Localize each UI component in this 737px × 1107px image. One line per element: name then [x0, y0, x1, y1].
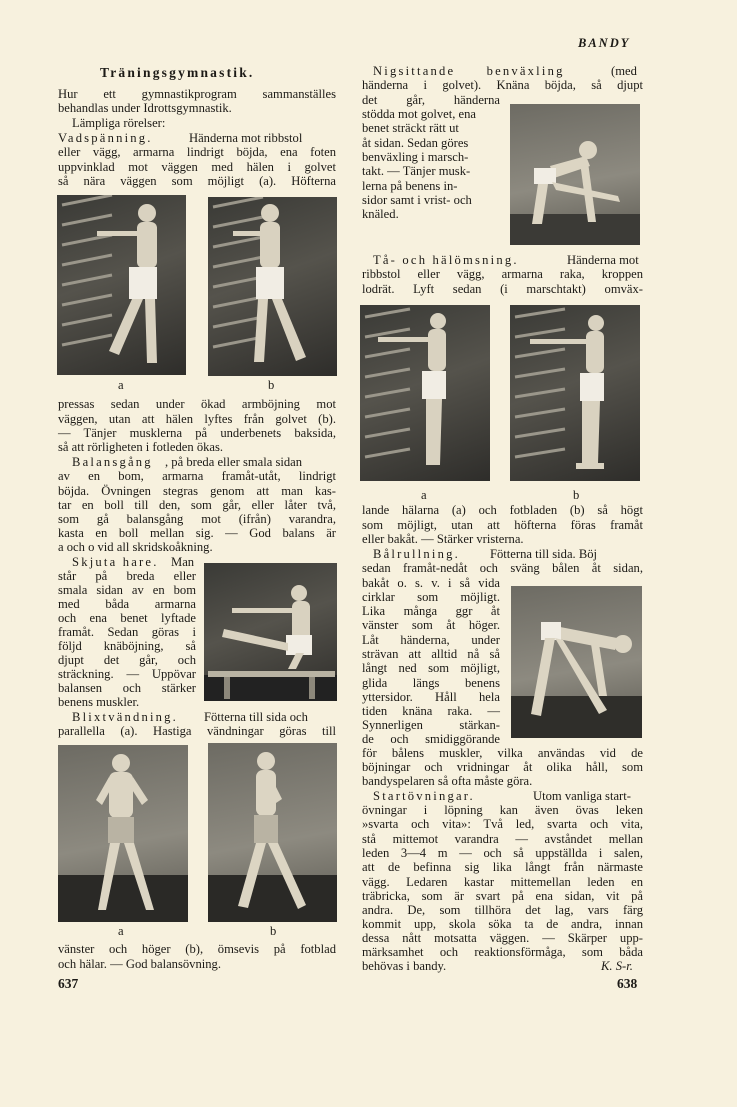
photo-balrullning	[511, 586, 642, 738]
startovningar-text: andra. De, som tillhöra det lag, vars färg	[362, 903, 643, 917]
startovningar-text: »svarta och vita»: Två led, svarta och vita,	[362, 817, 643, 831]
section-title: Träningsgymnastik.	[100, 65, 255, 80]
startovningar-text: behövas i bandy.	[362, 959, 447, 973]
page-number-left: 637	[58, 976, 79, 991]
balrullning-text: cirklar som möjligt.	[362, 590, 500, 604]
vadspanning-text: uppvinklad mot väggen med hälen i golvet	[58, 160, 336, 174]
page-number-right: 638	[617, 976, 638, 991]
photo-ta-och-hal-a	[360, 305, 490, 481]
balrullning-text: långt ned som möjligt,	[362, 661, 500, 675]
photo-caption-a: a	[118, 924, 124, 938]
balrullning-text: vänster som åt höger.	[362, 618, 500, 632]
startovningar-text: dessa nått motsatta väggen. — Skärper upp-	[362, 931, 643, 945]
exercise-term-vadspanning: Vadspänning.	[58, 131, 153, 145]
balrullning-text: de och smidiggörande	[362, 732, 500, 746]
vadspanning-text: så nära väggen som möjligt (a). Höfterna	[58, 174, 336, 188]
photo-blixtvandning-a	[58, 745, 188, 922]
startovningar-text: leden 3—4 m — och så uppställda i salen,	[362, 846, 643, 860]
balansgang-text: av en bom, armarna framåt-utåt, lindrigt	[58, 469, 336, 483]
photo-ta-och-hal-b	[510, 305, 640, 481]
balrullning-text: bakåt o. s. v. i så vida	[362, 576, 500, 590]
balrullning-text: Låt händerna, under	[362, 633, 500, 647]
photo-caption-b: b	[573, 488, 580, 502]
blixtvandning-text: parallella (a). Hastiga vändningar göras till	[58, 724, 336, 738]
photo-skjuta-hare	[204, 563, 337, 701]
skjuta-hare-text: och ena benet lyftade	[58, 611, 196, 625]
startovningar-text: att de befinna sig lika långt från närmaste	[362, 860, 643, 874]
balrullning-text: Synnerligen stärkan-	[362, 718, 500, 732]
skjuta-hare-text: följd knäböjning, så	[58, 639, 196, 653]
author-signature: K. S-r.	[601, 959, 633, 973]
startovningar-text: Utom vanliga start-	[533, 789, 631, 803]
pressas-text: — Tänjer musklerna på underbenets baksida,	[58, 426, 336, 440]
startovningar-text: kommit upp, skola söka ta de andra, innan	[362, 917, 643, 931]
exercise-term-balrullning: Bålrullning.	[373, 547, 460, 561]
exercise-term-startovningar: Startövningar.	[373, 789, 475, 803]
nigsittande-text: stödda mot golvet, ena	[362, 107, 477, 121]
lande-text: eller bakåt. — Stärker vristerna.	[362, 532, 524, 546]
startovningar-text: vägg. Ledaren kastar mittemellan leden en	[362, 875, 643, 889]
vadspanning-text: Händerna mot ribbstol	[189, 131, 303, 145]
nigsittande-text: det går, händerna	[362, 93, 500, 107]
photo-caption-a: a	[118, 378, 124, 392]
photo-blixtvandning-b	[208, 743, 337, 922]
balansgang-text: som gå balansgång mot (ifrån) varandra,	[58, 512, 336, 526]
nigsittande-text: lerna på benens in-	[362, 179, 458, 193]
balansgang-text: kasta en boll mellan sig. — God balans är	[58, 526, 336, 540]
balansgang-text: böjda. Övningen stegras genom att man kas-	[58, 484, 336, 498]
ta-och-hal-text: lodrät. Lyft sedan (i marschtakt) omväx-	[362, 282, 643, 296]
balrullning-text: tiden knäna raka. —	[362, 704, 500, 718]
photo-caption-b: b	[268, 378, 275, 392]
balrullning-text: sedan framåt-nedåt och sväng bålen åt sidan,	[362, 561, 643, 575]
intro-line: Hur ett gymnastikprogram sammanställes	[58, 87, 336, 101]
balansgang-text: tar en boll till den, som går, eller låter två,	[58, 498, 336, 512]
nigsittande-text: (med	[611, 64, 637, 78]
lande-text: som möjligt, utan att höfterna föras framåt	[362, 518, 643, 532]
photo-vadspanning-a	[57, 195, 186, 375]
exercise-term-ta-och-hal: Tå- och hälömsning.	[373, 253, 519, 267]
nigsittande-text: åt sidan. Sedan göres	[362, 136, 469, 150]
balrullning-text: Fötterna till sida. Böj	[490, 547, 598, 561]
startovningar-text: stå mittemot varandra — avståndet mellan	[362, 832, 643, 846]
ta-och-hal-text: Händerna mot	[567, 253, 639, 267]
balansgang-text: , på breda eller smala sidan	[165, 455, 303, 469]
running-header: BANDY	[578, 36, 631, 50]
pressas-text: pressas sedan under ökad armböjning mot	[58, 397, 336, 411]
vadspanning-text: eller vägg, armarna lindrigt böjda, ena foten	[58, 145, 336, 159]
skjuta-hare-text: djupt det går, och	[58, 653, 196, 667]
nigsittande-text: knäled.	[362, 207, 399, 221]
nigsittande-text: benväxling i marsch-	[362, 150, 469, 164]
nigsittande-text: händerna i golvet). Knäna böjda, så djupt	[362, 78, 643, 92]
nigsittande-text: benet sträckt rätt ut	[362, 121, 459, 135]
balrullning-text: yttersidor. Håll hela	[362, 690, 500, 704]
skjuta-hare-text: Man	[171, 555, 195, 569]
skjuta-hare-text: med båda armarna	[58, 597, 196, 611]
exercise-term-nigsittande: Nigsittande benväxling	[373, 64, 565, 78]
nigsittande-text: sidor samt i vrist- och	[362, 193, 472, 207]
blixtvandning-ending: vänster och höger (b), ömsevis på fotblad	[58, 942, 336, 956]
startovningar-text: märksamhet och reaktionsförmåga, som båda	[362, 945, 643, 959]
pressas-text: så att rörligheten i fotleden ökas.	[58, 440, 224, 454]
skjuta-hare-text: sträckning. — Uppövar	[58, 667, 196, 681]
suitable-exercises-label: Lämpliga rörelser:	[72, 116, 166, 130]
balansgang-text: a och o vid all skridskoåkning.	[58, 540, 213, 554]
startovningar-text: träbricka, som är svart på ena sidan, vit på	[362, 889, 643, 903]
photo-caption-b: b	[270, 924, 277, 938]
exercise-term-balansgang: Balansgång	[72, 455, 153, 469]
blixtvandning-text: Fötterna till sida och	[204, 710, 308, 724]
lande-text: lande hälarna (a) och fotbladen (b) så högt	[362, 503, 643, 517]
exercise-term-blixtvandning: Blixtvändning.	[72, 710, 179, 724]
balrullning-text: Lika många ggr åt	[362, 604, 500, 618]
exercise-term-skjuta-hare: Skjuta hare.	[72, 555, 159, 569]
photo-nigsittande	[510, 104, 640, 245]
ta-och-hal-text: ribbstol eller vägg, armarna raka, kroppen	[362, 267, 643, 281]
balrullning-text: glida längs benens	[362, 676, 500, 690]
balrullning-text: strävan att alltid nå så	[362, 647, 500, 661]
pressas-text: väggen, utan att hälen lyftes från golvet (b).	[58, 412, 336, 426]
blixtvandning-ending: och hälar. — God balansövning.	[58, 957, 221, 971]
balrullning-text: böjningar och vridningar åt olika håll, som	[362, 760, 643, 774]
nigsittande-text: takt. — Tänjer musk-	[362, 164, 471, 178]
skjuta-hare-text: framåt. Sedan göras i	[58, 625, 196, 639]
balrullning-text: bandyspelaren så ofta måste göra.	[362, 774, 533, 788]
photo-vadspanning-b	[208, 197, 337, 376]
startovningar-text: övningar i löpning kan även övas leken	[362, 803, 643, 817]
intro-line: behandlas under Idrottsgymnastik.	[58, 101, 232, 115]
skjuta-hare-text: benens muskler.	[58, 695, 140, 709]
skjuta-hare-text: balansen och stärker	[58, 681, 196, 695]
photo-caption-a: a	[421, 488, 427, 502]
skjuta-hare-text: står på breda eller	[58, 569, 196, 583]
balrullning-text: för bålens muskler, vilka användas vid de	[362, 746, 643, 760]
skjuta-hare-text: smala sidan av en bom	[58, 583, 196, 597]
